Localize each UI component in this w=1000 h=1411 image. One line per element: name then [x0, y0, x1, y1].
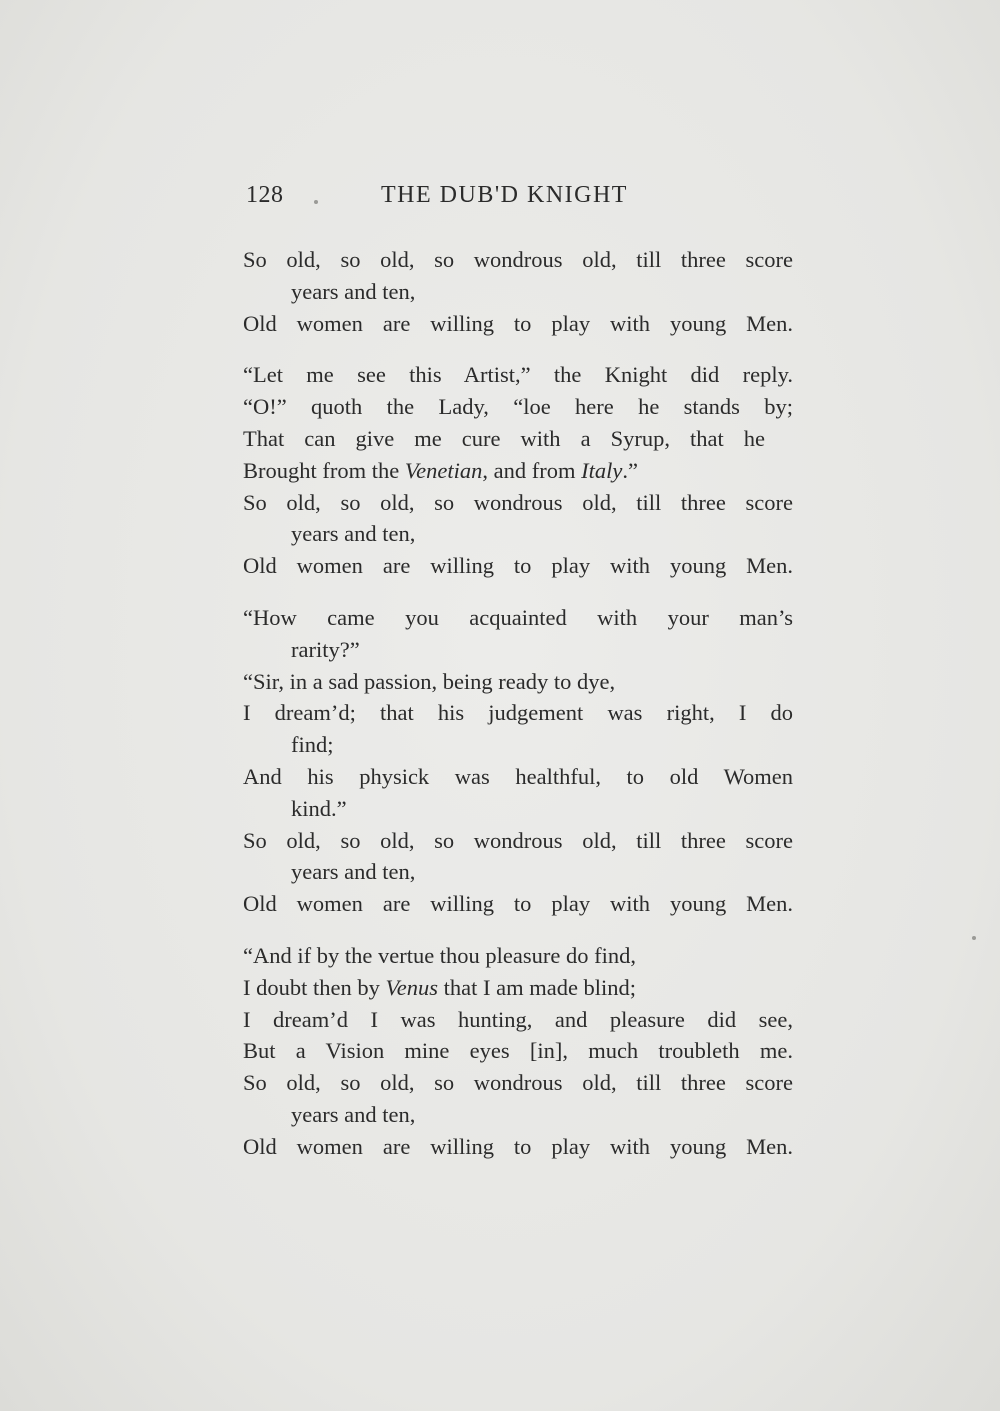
- italic-place-name: Venetian: [404, 457, 483, 483]
- stanza-2: [243, 359, 793, 582]
- verse-line: [243, 455, 793, 487]
- verse-line-continuation: years and ten,: [291, 521, 416, 547]
- verse-line: So old, so old, so wondrous old, till three score: [243, 247, 793, 272]
- stanza-1: [243, 244, 793, 339]
- italic-name: Venus: [385, 974, 438, 1000]
- verse-text: that I am made blind;: [437, 974, 637, 1000]
- verse-line: So old, so old, so wondrous old, till three score: [243, 827, 793, 853]
- verse-line: Old women are willing to play with young Men.: [243, 891, 793, 917]
- verse-line: I dream’d I was hunting, and pleasure did see,: [243, 1006, 793, 1032]
- verse-line: I dream’d; that his judgement was right, I do: [243, 700, 793, 726]
- paper-speck: [972, 936, 976, 940]
- verse-line: Old women are willing to play with young Men.: [243, 310, 793, 336]
- poem-text: [243, 244, 793, 1183]
- page-number: 128: [246, 182, 284, 208]
- verse-line-continuation: years and ten,: [291, 1101, 416, 1127]
- verse-line: But a Vision mine eyes [in], much troubleth me.: [243, 1038, 793, 1064]
- verse-text: , and from: [482, 457, 582, 483]
- stanza-4: [243, 940, 793, 1163]
- verse-line: So old, so old, so wondrous old, till three score: [243, 489, 793, 515]
- verse-line-continuation: years and ten,: [291, 278, 416, 304]
- running-title: THE DUB'D KNIGHT: [381, 182, 628, 208]
- page-header: [246, 182, 791, 218]
- verse-line-continuation: find;: [291, 732, 334, 758]
- verse-line: “O!” quoth the Lady, “loe here he stands by;: [243, 394, 793, 420]
- verse-text: Brought from the: [243, 457, 405, 483]
- paper-speck: [314, 200, 318, 204]
- verse-line: “How came you acquainted with your man’s: [243, 604, 793, 630]
- verse-line: That can give me cure with a Syrup, that he: [243, 425, 765, 451]
- verse-line: Old women are willing to play with young Men.: [243, 553, 793, 579]
- verse-line-continuation: rarity?”: [291, 636, 360, 662]
- verse-line: “Sir, in a sad passion, being ready to dye,: [243, 668, 616, 694]
- verse-line: And his physick was healthful, to old Women: [243, 763, 793, 789]
- verse-text: I doubt then by: [243, 974, 386, 1000]
- verse-line-continuation: years and ten,: [291, 859, 416, 885]
- verse-line: Old women are willing to play with young Men.: [243, 1133, 793, 1159]
- verse-line-continuation: kind.”: [291, 795, 347, 821]
- verse-line: So old, so old, so wondrous old, till three score: [243, 1070, 793, 1096]
- italic-place-name: Italy: [581, 457, 623, 483]
- verse-line: “And if by the vertue thou pleasure do find,: [243, 942, 637, 968]
- stanza-3: [243, 602, 793, 920]
- verse-line: [243, 972, 793, 1004]
- verse-text: .”: [622, 457, 638, 483]
- verse-line: “Let me see this Artist,” the Knight did reply.: [243, 362, 793, 388]
